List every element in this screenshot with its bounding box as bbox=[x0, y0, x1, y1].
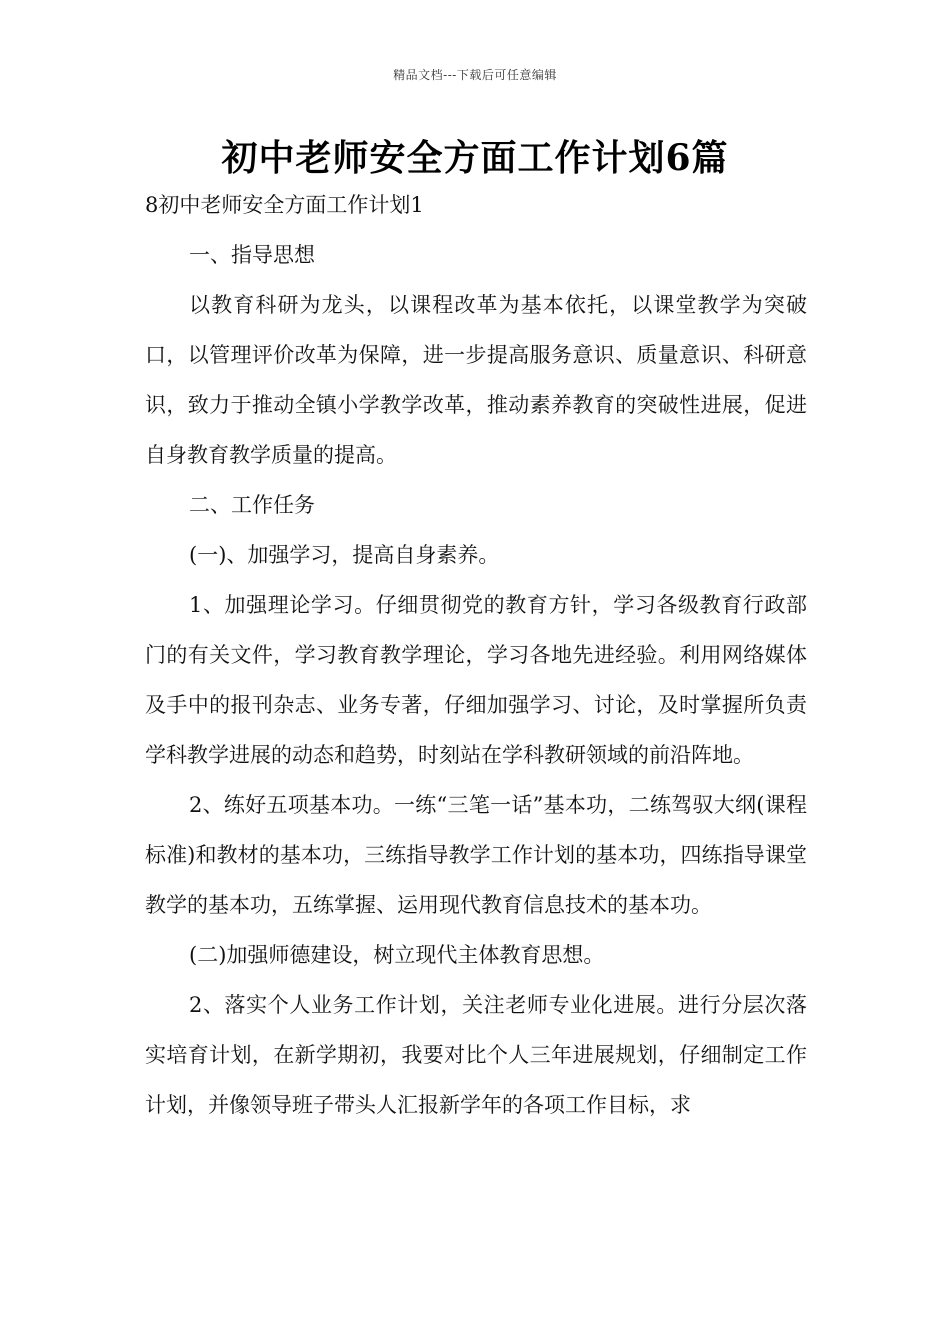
document-title: 初中老师安全方面工作计划6篇 bbox=[221, 137, 729, 179]
subheading-teacher-ethics: (二)加强师德建设，树立现代主体教育思想。 bbox=[189, 943, 605, 967]
section-subtitle: 8初中老师安全方面工作计划1 bbox=[145, 193, 424, 217]
paragraph-personal-plan: 2、落实个人业务工作计划，关注老师专业化进展。进行分层次落实培育计划，在新学期初，我要对比个人三年进展规划，仔细制定工作计划，并像领导班子带头人汇报新学年的各项工作目标，求 bbox=[145, 993, 807, 1117]
document-body bbox=[145, 180, 807, 1130]
paragraph-theory-learning: 1、加强理论学习。仔细贯彻党的教育方针，学习各级教育行政部门的有关文件，学习教育教学理论，学习各地先进经验。利用网络媒体及手中的报刊杂志、业务专著，仔细加强学习、讨论，及时掌握所负责学科教学进展的动态和趋势，时刻站在学科教研领域的前沿阵地。 bbox=[145, 593, 807, 767]
paragraph-five-basic-skills: 2、练好五项基本功。一练“三笔一话”基本功，二练驾驭大纲(课程标准)和教材的基本功，三练指导教学工作计划的基本功，四练指导课堂教学的基本功，五练掌握、运用现代教育信息技术的基本功。 bbox=[145, 793, 807, 917]
page-header: 精品文档---下载后可任意编辑 bbox=[393, 68, 557, 82]
paragraph-guiding-thought: 以教育科研为龙头，以课程改革为基本依托，以课堂教学为突破口，以管理评价改革为保障，进一步提高服务意识、质量意识、科研意识，致力于推动全镇小学教学改革，推动素养教育的突破性进展，促进自身教育教学质量的提高。 bbox=[145, 293, 807, 467]
heading-work-tasks: 二、工作任务 bbox=[189, 493, 315, 517]
heading-guiding-thought: 一、指导思想 bbox=[189, 243, 315, 267]
subheading-strengthen-learning: (一)、加强学习，提高自身素养。 bbox=[189, 543, 500, 567]
